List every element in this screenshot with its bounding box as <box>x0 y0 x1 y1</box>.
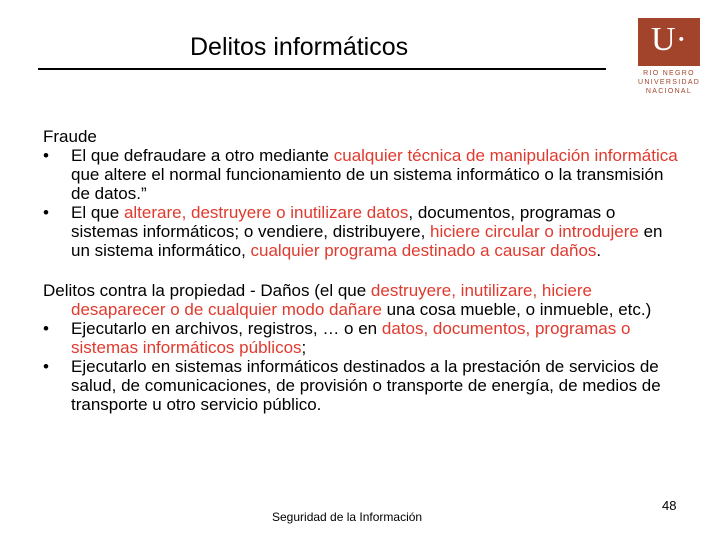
bullet-glyph: • <box>43 357 49 376</box>
logo-line-rio-negro: RIO NEGRO <box>643 70 695 77</box>
bullet-glyph: • <box>43 203 49 222</box>
highlight-text: hiciere circular o introdujere <box>430 222 639 241</box>
highlight-text: cualquier técnica de manipulación informática <box>333 146 678 165</box>
university-logo <box>638 18 700 102</box>
list-item <box>43 319 683 357</box>
bullet-text: ; <box>301 338 307 357</box>
slide-content <box>43 127 683 414</box>
highlight-text: cualquier programa destinado a causar daños <box>250 241 597 260</box>
logo-line-universidad: UNIVERSIDAD <box>638 79 701 86</box>
logo-mark <box>638 18 700 66</box>
bullet-text: Ejecutarlo en sistemas informáticos destinados a la prestación de servicios de salud, de comunicaciones, de provisión o transporte de energía, de medios de transporte u otro servicio público. <box>71 357 661 414</box>
intro-text: una cosa mueble, o inmueble, etc.) <box>381 300 652 319</box>
section-heading-fraude: Fraude <box>43 127 97 146</box>
list-item <box>43 357 683 414</box>
bullet-text: Ejecutarlo en archivos, registros, … o en <box>71 319 382 338</box>
title-underline <box>38 68 606 70</box>
intro-text: Delitos contra la propiedad - Daños (el que <box>43 281 371 300</box>
highlight-text: destruyere, inutilizare, hiciere desaparecer o de cualquier modo dañare <box>71 281 593 319</box>
bullet-text: que altere el normal funcionamiento de un sistema informático o la transmisión de datos.” <box>71 165 664 203</box>
page-number: 48 <box>662 498 677 513</box>
bullet-text: en un sistema informático, <box>71 222 663 260</box>
highlight-text: alterare, destruyere o inutilizare datos <box>123 203 409 222</box>
bullet-text: . <box>596 241 602 260</box>
bullet-text: , documentos, programas o sistemas informáticos; o vendiere, distribuyere, <box>71 203 616 241</box>
list-item <box>43 203 683 260</box>
slide-title: Delitos informáticos <box>190 33 409 61</box>
logo-line-nacional: NACIONAL <box>645 88 693 95</box>
list-item <box>43 146 683 203</box>
bullet-glyph: • <box>43 146 49 165</box>
bullet-glyph: • <box>43 319 49 338</box>
section-intro-danos <box>43 281 683 319</box>
footer-text: Seguridad de la Información <box>272 510 423 524</box>
bullet-text: El que <box>71 203 124 222</box>
logo-glyph: U· <box>651 21 687 58</box>
bullet-text: El que defraudare a otro mediante <box>71 146 334 165</box>
highlight-text: datos, documentos, programas o sistemas informáticos públicos <box>71 319 631 357</box>
